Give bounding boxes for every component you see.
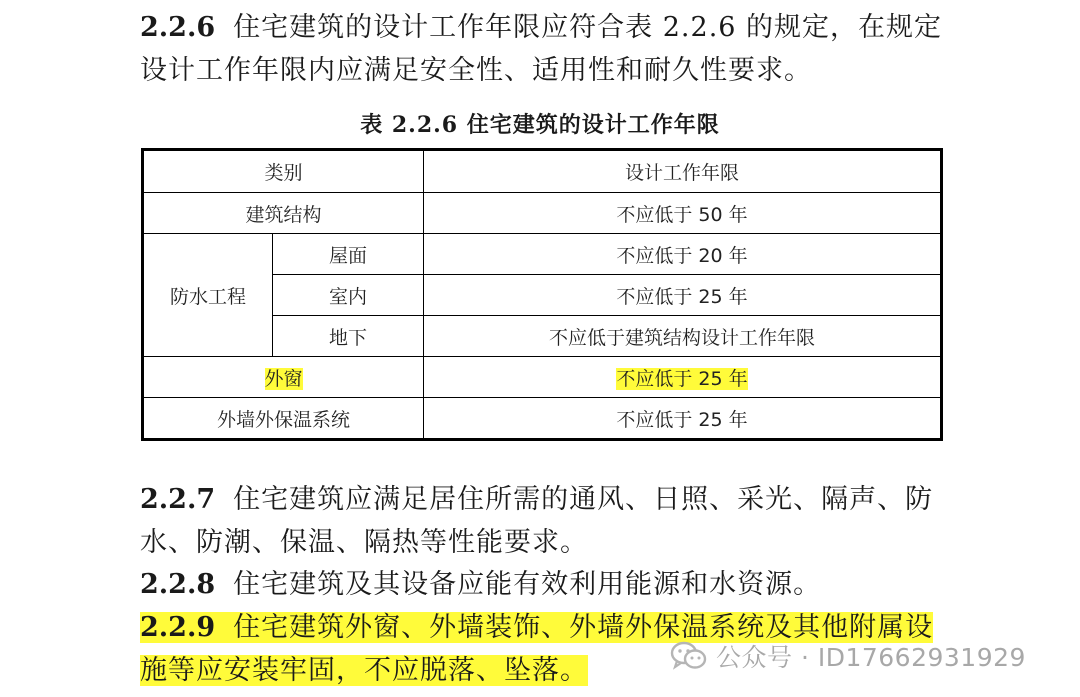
design-life-table (141, 148, 943, 441)
highlighted-text: 不应低于 25 年 (616, 367, 748, 390)
row-category (143, 357, 424, 398)
row-years: 不应低于 50 年 (424, 193, 942, 234)
row-years: 不应低于 25 年 (424, 398, 942, 440)
clause-number: 2.2.6 (140, 12, 216, 43)
clause-2-2-8 (140, 563, 950, 606)
clause-text: 住宅建筑的设计工作年限应符合表 2.2.6 的规定，在规定设计工作年限内应满足安全性、适用性和耐久性要求。 (140, 12, 943, 86)
header-years: 设计工作年限 (424, 150, 942, 193)
clause-2-2-6 (140, 6, 950, 92)
row-years: 不应低于 20 年 (424, 234, 942, 275)
wechat-icon (670, 640, 708, 672)
table-row (143, 357, 942, 398)
row-years: 不应低于 25 年 (424, 275, 942, 316)
row-subcategory: 地下 (273, 316, 424, 357)
row-category: 外墙外保温系统 (143, 398, 424, 440)
clause-number: 2.2.7 (140, 484, 216, 515)
table-row (143, 193, 942, 234)
row-subcategory: 室内 (273, 275, 424, 316)
watermark-text: 公众号 · ID17662931929 (716, 643, 1026, 672)
clause-text: 住宅建筑外窗、外墙装饰、外墙外保温系统及其他附属设施等应安装牢固，不应脱落、坠落。 (140, 612, 934, 686)
highlighted-text: 外窗 (264, 367, 303, 390)
table-caption: 表 2.2.6 住宅建筑的设计工作年限 (360, 112, 720, 138)
row-category: 建筑结构 (143, 193, 424, 234)
row-years (424, 357, 942, 398)
watermark (670, 636, 1026, 676)
clause-text: 住宅建筑及其设备应能有效利用能源和水资源。 (233, 569, 822, 600)
clause-2-2-7 (140, 478, 950, 564)
clause-number: 2.2.9 (140, 612, 216, 643)
table-row (143, 398, 942, 440)
table-header-row (143, 150, 942, 193)
row-subcategory: 屋面 (273, 234, 424, 275)
clause-number: 2.2.8 (140, 569, 216, 600)
table-row (143, 234, 942, 275)
row-years: 不应低于建筑结构设计工作年限 (424, 316, 942, 357)
header-category: 类别 (143, 150, 424, 193)
row-category: 防水工程 (143, 234, 273, 357)
clause-text: 住宅建筑应满足居住所需的通风、日照、采光、隔声、防水、防潮、保温、隔热等性能要求。 (140, 484, 934, 558)
